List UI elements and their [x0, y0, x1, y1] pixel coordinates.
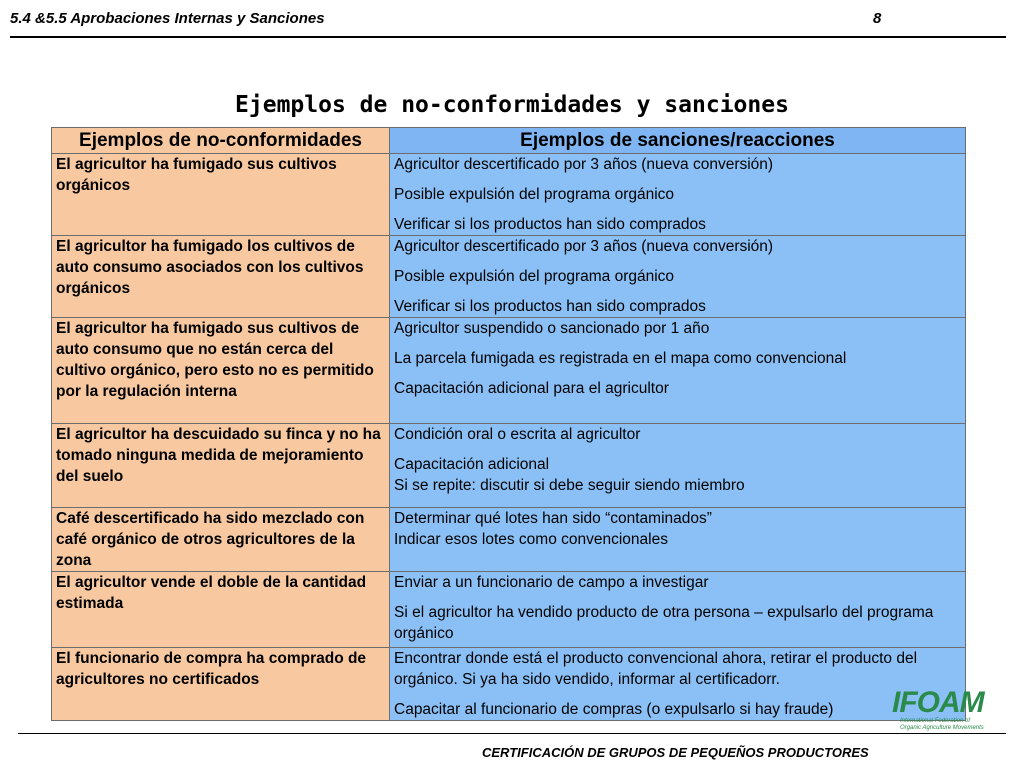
- sanction-item: Posible expulsión del programa orgánico: [394, 268, 675, 285]
- nonconformity-cell: El funcionario de compra ha comprado de agricultores no certificados: [52, 648, 390, 721]
- examples-table: [51, 127, 966, 721]
- sanctions-cell: [390, 236, 966, 318]
- footer-divider: [18, 733, 1006, 734]
- nonconformity-cell: El agricultor ha fumigado los cultivos de auto consumo asociados con los cultivos orgánicos: [52, 236, 390, 318]
- logo-subtitle-1: International Federation of: [900, 718, 971, 724]
- sanction-item: Determinar qué lotes han sido “contaminados” Indicar esos lotes como convencionales: [394, 510, 712, 548]
- sanctions-cell: [390, 572, 966, 648]
- sanction-item: Enviar a un funcionario de campo a investigar: [394, 574, 709, 591]
- table-row: [52, 154, 966, 236]
- table-row: [52, 236, 966, 318]
- sanctions-cell: [390, 154, 966, 236]
- sanctions-column-header: Ejemplos de sanciones/reacciones: [390, 128, 966, 154]
- section-title: 5.4 &5.5 Aprobaciones Internas y Sanciones: [10, 10, 325, 27]
- logo-subtitle-2: Organic Agriculture Movements: [900, 725, 984, 731]
- table-body: [52, 154, 966, 721]
- sanction-item: Si el agricultor ha vendido producto de otra persona – expulsarlo del programa orgánico: [394, 604, 934, 642]
- page-number: 8: [873, 10, 882, 27]
- sanctions-cell: [390, 508, 966, 572]
- sanction-item: Verificar si los productos han sido comprados: [394, 298, 706, 315]
- sanction-item: Verificar si los productos han sido comprados: [394, 216, 706, 233]
- logo-wordmark: IFOAM: [892, 686, 984, 719]
- sanction-item: Agricultor descertificado por 3 años (nueva conversión): [394, 238, 774, 255]
- sanctions-cell: [390, 318, 966, 424]
- sanction-item: Encontrar donde está el producto convencional ahora, retirar el producto del orgánico. Si ya ha sido vendido, informar al certificadorr.: [394, 650, 918, 688]
- sanction-item: Agricultor descertificado por 3 años (nueva conversión): [394, 156, 774, 173]
- nonconformity-cell: El agricultor ha fumigado sus cultivos orgánicos: [52, 154, 390, 236]
- nonconformity-cell: El agricultor vende el doble de la cantidad estimada: [52, 572, 390, 648]
- sanctions-cell: [390, 424, 966, 508]
- sanction-item: Posible expulsión del programa orgánico: [394, 186, 675, 203]
- sanctions-cell: [390, 648, 966, 721]
- table-row: [52, 318, 966, 424]
- table-row: [52, 508, 966, 572]
- footer-text: CERTIFICACIÓN DE GRUPOS DE PEQUEÑOS PRODUCTORES: [482, 745, 869, 760]
- table-header-row: [52, 128, 966, 154]
- table-row: [52, 648, 966, 721]
- sanction-item: Capacitar al funcionario de compras (o expulsarlo si hay fraude): [394, 701, 834, 718]
- ifoam-logo: [892, 688, 992, 732]
- nonconformity-cell: El agricultor ha descuidado su finca y no ha tomado ninguna medida de mejoramiento del suelo: [52, 424, 390, 508]
- slide-header: [10, 10, 1006, 38]
- slide-title: Ejemplos de no-conformidades y sanciones: [235, 92, 789, 118]
- sanction-item: Agricultor suspendido o sancionado por 1 año: [394, 320, 710, 337]
- sanction-item: Condición oral o escrita al agricultor: [394, 426, 641, 443]
- nonconformity-cell: Café descertificado ha sido mezclado con café orgánico de otros agricultores de la zona: [52, 508, 390, 572]
- table-row: [52, 572, 966, 648]
- nonconformity-column-header: Ejemplos de no-conformidades: [52, 128, 390, 154]
- sanction-item: Capacitación adicional para el agricultor: [394, 380, 669, 397]
- table-row: [52, 424, 966, 508]
- nonconformity-cell: El agricultor ha fumigado sus cultivos de auto consumo que no están cerca del cultivo orgánico, pero esto no es permitido por la regulación interna: [52, 318, 390, 424]
- sanction-item: Capacitación adicional Si se repite: discutir si debe seguir siendo miembro: [394, 456, 745, 494]
- sanction-item: La parcela fumigada es registrada en el mapa como convencional: [394, 350, 847, 367]
